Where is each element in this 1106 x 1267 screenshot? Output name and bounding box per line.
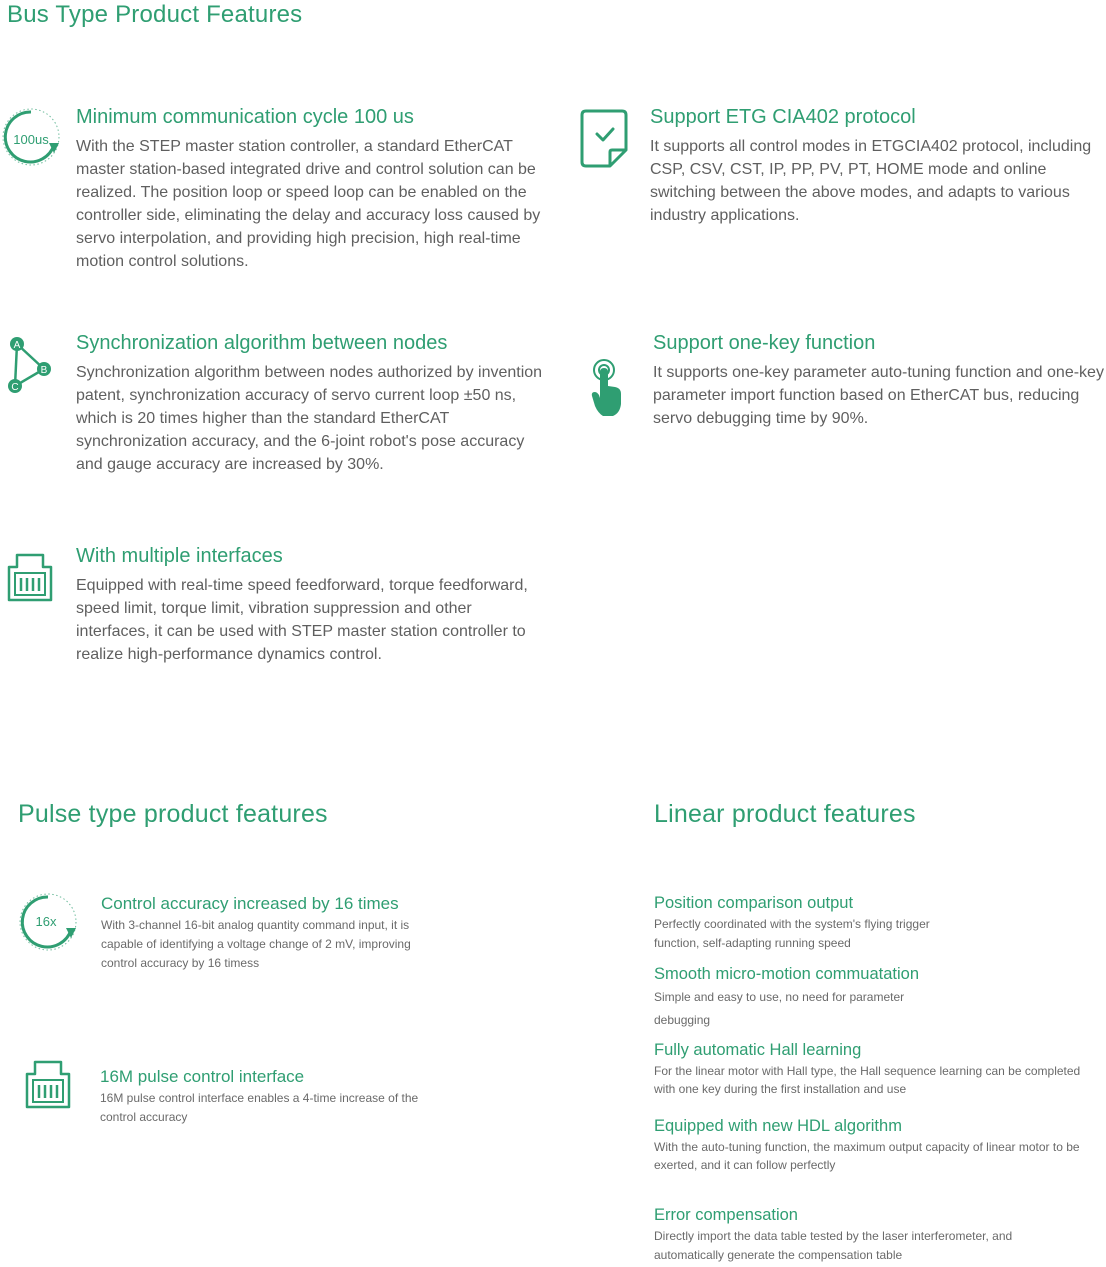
feature-card bbox=[654, 1117, 1104, 1174]
feature-text: Perfectly coordinated with the system's flying trigger function, self-adapting running speed bbox=[654, 917, 930, 950]
feature-title: Smooth micro-motion commuatation bbox=[654, 965, 920, 983]
feature-title: Equipped with new HDL algorithm bbox=[654, 1117, 902, 1135]
feature-title: 16M pulse control interface bbox=[100, 1067, 305, 1086]
feature-card bbox=[76, 545, 546, 666]
cycle-arrow-icon bbox=[17, 891, 79, 953]
feature-card bbox=[650, 106, 1106, 227]
feature-text: Directly import the data table tested by the laser interferometer, and automatically generate the compensation table bbox=[654, 1229, 1013, 1262]
linear-section-title: Linear product features bbox=[654, 800, 916, 828]
feature-text: With 3-channel 16-bit analog quantity command input, it is capable of identifying a voltage change of 2 mV, improving control accuracy by 16 timess bbox=[101, 918, 411, 970]
cycle-icon-label: 16x bbox=[35, 914, 57, 929]
document-check-icon bbox=[580, 108, 628, 170]
feature-text: It supports one-key parameter auto-tuning function and one-key parameter import function based on EtherCAT bus, reducing servo debugging time by 90%. bbox=[653, 364, 1104, 427]
feature-title: Error compensation bbox=[654, 1206, 798, 1224]
cycle-arrow-icon bbox=[0, 106, 62, 168]
feature-title: Synchronization algorithm between nodes bbox=[76, 332, 448, 354]
cycle-icon-label: 100us bbox=[13, 132, 49, 147]
feature-text: Equipped with real-time speed feedforward, torque feedforward, speed limit, torque limit, vibration suppression and other interfaces, it can be used with STEP master station controller to realize high-performance dynamics control. bbox=[76, 577, 528, 663]
feature-text: With the STEP master station controller, a standard EtherCAT master station-based integrated drive and control solution can be realized. The position loop or speed loop can be enabled on the controller side, eliminating the delay and accuracy loss caused by servo interpolation, and providing high precision, high real-time motion control solutions. bbox=[76, 138, 541, 270]
feature-title: Support one-key function bbox=[653, 332, 876, 354]
feature-card bbox=[100, 1067, 430, 1127]
pulse-section-title: Pulse type product features bbox=[18, 800, 328, 828]
node-label: A bbox=[13, 340, 21, 351]
node-label: C bbox=[11, 382, 19, 393]
feature-card bbox=[101, 894, 431, 973]
feature-card bbox=[654, 894, 954, 953]
feature-text: Synchronization algorithm between nodes authorized by invention patent, synchronization accuracy of servo current loop ±50 ns, which is 20 times higher than the standard EtherCAT synchronization accuracy, and the 6-joint robot's pose accuracy and gauge accuracy are increased by 30%. bbox=[76, 364, 543, 473]
feature-title: Control accuracy increased by 16 times bbox=[101, 894, 399, 913]
feature-card bbox=[654, 965, 954, 1032]
feature-card bbox=[76, 332, 546, 476]
feature-text: With the auto-tuning function, the maximum output capacity of linear motor to be exerted, and it can follow perfectly bbox=[654, 1140, 1080, 1172]
ethernet-port-icon bbox=[7, 551, 53, 603]
hand-pointer-icon bbox=[589, 358, 625, 418]
feature-card bbox=[653, 332, 1106, 430]
feature-text: 16M pulse control interface enables a 4-time increase of the control accuracy bbox=[100, 1091, 419, 1124]
feature-title: With multiple interfaces bbox=[76, 545, 283, 567]
feature-title: Minimum communication cycle 100 us bbox=[76, 106, 414, 128]
bus-section-title: Bus Type Product Features bbox=[7, 1, 303, 28]
ethernet-port-icon bbox=[24, 1058, 72, 1110]
feature-card bbox=[654, 1206, 1054, 1265]
feature-title: Support ETG CIA402 protocol bbox=[650, 106, 916, 128]
node-label: B bbox=[40, 365, 48, 376]
feature-text: It supports all control modes in ETGCIA402 protocol, including CSP, CSV, CST, IP, PP, PV, PT, HOME mode and online switching between the above modes, and adapts to various industry applications. bbox=[650, 138, 1092, 224]
node-triangle-icon bbox=[4, 334, 54, 396]
feature-card bbox=[654, 1041, 1094, 1098]
feature-text: For the linear motor with Hall type, the Hall sequence learning can be completed with one key during the first installation and use bbox=[654, 1064, 1081, 1096]
feature-text: Simple and easy to use, no need for parameter debugging bbox=[654, 990, 905, 1027]
feature-card bbox=[76, 106, 546, 273]
feature-title: Position comparison output bbox=[654, 894, 854, 912]
feature-title: Fully automatic Hall learning bbox=[654, 1041, 862, 1059]
